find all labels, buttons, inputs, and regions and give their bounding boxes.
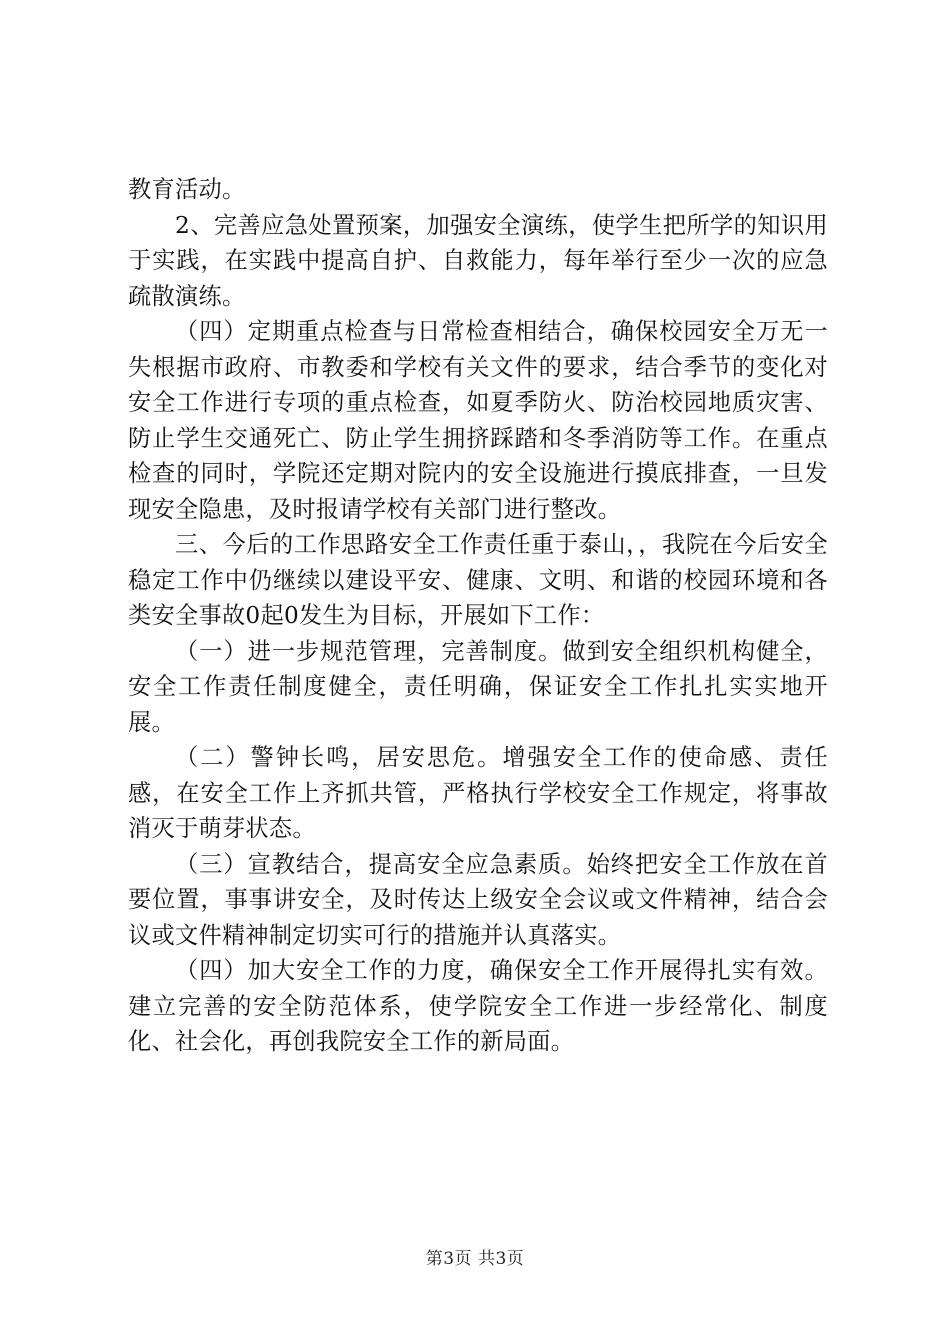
paragraph-item-four: （四）加大安全工作的力度，确保安全工作开展得扎实有效。建立完善的安全防范体系，使学院安全工作进一步经常化、制度化、社会化，再创我院安全工作的新局面。 <box>128 957 828 1055</box>
paragraph-continuation: 教育活动。 <box>128 176 246 203</box>
page-footer <box>0 1244 950 1269</box>
paragraph-item-two: （二）警钟长鸣，居安思危。增强安全工作的使命感、责任感，在安全工作上齐抓共管，严格执行学校安全工作规定，将事故消灭于萌芽状态。 <box>128 744 828 842</box>
paragraph-item-one: （一）进一步规范管理，完善制度。做到安全组织机构健全，安全工作责任制度健全，责任明确，保证安全工作扎扎实实地开展。 <box>128 637 828 736</box>
paragraph-inspection: （四）定期重点检查与日常检查相结合，确保校园安全万无一失根据市政府、市教委和学校有关文件的要求，结合季节的变化对安全工作进行专项的重点检查，如夏季防火、防治校园地质灾害、防止学生交通死亡、防止学生拥挤踩踏和冬季消防等工作。在重点检查的同时，学院还定期对院内的安全设施进行摸底排查，一旦发现安全隐患，及时报请学校有关部门进行整改。 <box>128 318 828 523</box>
paragraph-item-three: （三）宣教结合，提高安全应急素质。始终把安全工作放在首要位置，事事讲安全，及时传达上级安全会议或文件精神，结合会议或文件精神制定切实可行的措施并认真落实。 <box>128 850 828 949</box>
document-body <box>128 172 828 1060</box>
paragraph-emergency-drill: 2、完善应急处置预案，加强安全演练，使学生把所学的知识用于实践，在实践中提高自护、自救能力，每年举行至少一次的应急疏散演练。 <box>128 211 828 310</box>
paragraph-future-plan: 三、今后的工作思路安全工作责任重于泰山，，我院在今后安全稳定工作中仍继续以建设平安、健康、文明、和谐的校园环境和各类安全事故0起0发生为目标，开展如下工作： <box>128 531 828 629</box>
page-number-label: 第3页 共3页 <box>425 1249 525 1269</box>
